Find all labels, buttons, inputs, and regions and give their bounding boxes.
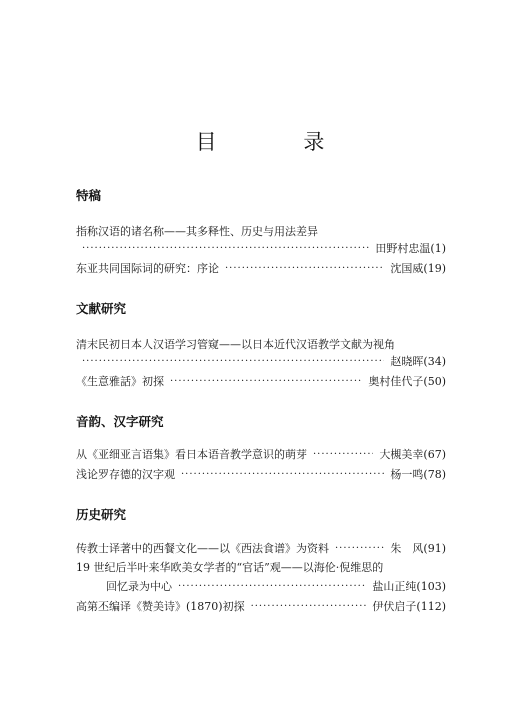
toc-entry-page: (50) [423,375,446,388]
toc-entry-title: 东亚共同国际词的研究：序论 [76,262,219,275]
toc-entry-author: 盐山正纯 [372,580,417,593]
leader-dots [82,355,384,369]
toc-entry[interactable] [76,542,446,556]
section-heading-special: 特稿 [76,188,102,203]
toc-entry-page: (112) [416,600,446,613]
leader-dots [225,262,384,276]
toc-entry-title: 19 世纪后半叶来华欧美女学者的“官话”观——以海伦·倪维思的 [76,561,384,574]
toc-entry-author: 伊伏启子 [372,600,417,613]
toc-entry-author: 赵晓晖 [390,355,424,368]
toc-entry-author: 田野村忠温 [375,242,431,255]
section-heading-history: 历史研究 [76,507,127,522]
section-heading-phonology: 音韵、汉字研究 [76,414,164,429]
toc-entry-author: 沈国威 [390,262,424,275]
toc-entry-author: 大槻美幸 [379,448,424,461]
toc-entry-author: 奥村佳代子 [368,375,424,388]
toc-entry[interactable] [76,468,446,482]
toc-entry-page: (67) [423,448,446,461]
leader-dots [313,448,373,462]
toc-entry-page: (78) [423,468,446,481]
toc-entry-author: 朱 风 [390,542,424,555]
toc-entry[interactable] [76,262,446,276]
page-title: 目 录 [195,130,365,154]
toc-entry[interactable] [76,355,446,369]
toc-entry-page: (91) [423,542,446,555]
toc-entry[interactable] [76,375,446,389]
toc-entry-page: (103) [416,580,446,593]
leader-dots [82,242,369,256]
section-heading-literature: 文献研究 [76,301,127,316]
toc-entry-title: 浅论罗存德的汉字观 [76,468,175,481]
leader-dots [181,468,384,482]
toc-entry-title: 从《亚细亚言语集》看日本语音教学意识的萌芽 [76,448,307,461]
toc-entry[interactable] [76,600,446,614]
toc-entry-page: (19) [423,262,446,275]
leader-dots [335,542,384,556]
leader-dots [178,580,366,594]
toc-entry[interactable] [76,242,446,256]
toc-entry-title: 指称汉语的诸名称——其多释性、历史与用法差异 [76,225,318,238]
toc-entry[interactable] [106,580,446,594]
toc-entry-page: (1) [430,242,446,255]
toc-entry-title-cont: 回忆录为中心 [106,580,172,593]
toc-entry-author: 杨一鸣 [390,468,424,481]
toc-entry[interactable] [76,448,446,462]
toc-entry-page: (34) [423,355,446,368]
toc-entry-title: 清末民初日本人汉语学习管窥——以日本近代汉语教学文献为视角 [76,338,395,351]
leader-dots [251,600,367,614]
toc-entry-title: 传教士译著中的西餐文化——以《西法食谱》为资料 [76,542,329,555]
toc-entry-title: 《生意雅話》初探 [76,375,164,388]
toc-entry-title: 高第丕编译《赞美诗》(1870)初探 [76,600,245,613]
leader-dots [170,375,362,389]
